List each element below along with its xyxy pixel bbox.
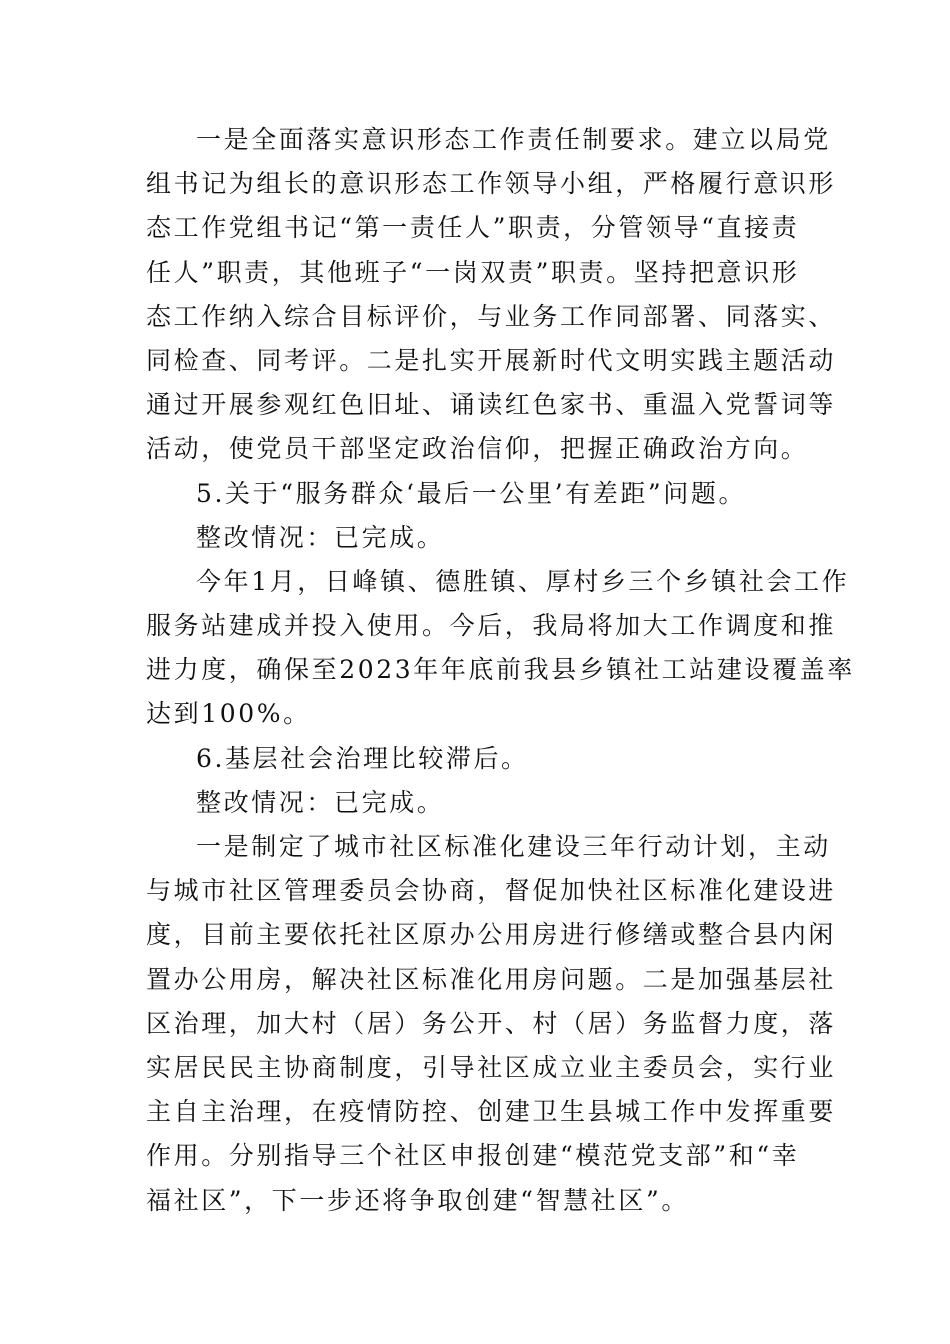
text-line: 与城市社区管理委员会协商，督促加快社区标准化建设进 [146,876,837,906]
rectification-status: 整改情况：已完成。 [196,787,445,817]
text-line: 区治理，加大村（居）务公开、村（居）务监督力度，落 [146,1008,837,1038]
text-line: 一是制定了城市社区标准化建设三年行动计划，主动 [196,832,831,861]
text-line: 福社区”，下一步还将争取创建“智慧社区”。 [146,1185,689,1215]
text-line: 进力度，确保至2023年年底前我县乡镇社工站建设覆盖率 [146,655,855,685]
text-line: 组书记为组长的意识形态工作领导小组，严格履行意识形 [146,169,837,199]
text-line: 度，目前主要依托社区原办公用房进行修缮或整合县内闲 [146,920,837,950]
text-line: 同检查、同考评。二是扎实开展新时代文明实践主题活动 [146,345,837,375]
text-line: 服务站建成并投入使用。今后，我局将加大工作调度和推 [146,611,837,641]
text-line: 达到100%。 [146,699,311,729]
text-line: 活动，使党员干部坚定政治信仰，把握正确政治方向。 [146,434,809,464]
text-line: 主自主治理，在疫情防控、创建卫生县城工作中发挥重要 [146,1097,837,1127]
text-line: 任人”职责，其他班子“一岗双责”职责。坚持把意识形 [146,257,800,287]
text-line: 通过开展参观红色旧址、诵读红色家书、重温入党誓词等 [146,390,837,420]
text-line: 态工作纳入综合目标评价，与业务工作同部署、同落实、 [146,301,837,331]
document-body [146,118,855,1223]
section-heading-5: 5.关于“服务群众‘最后一公里’有差距”问题。 [196,478,747,508]
section-heading-6: 6.基层社会治理比较滞后。 [196,743,529,773]
text-line: 置办公用房，解决社区标准化用房问题。二是加强基层社 [146,964,837,994]
text-line: 态工作党组书记“第一责任人”职责，分管领导“直接责 [146,213,800,243]
rectification-status: 整改情况：已完成。 [196,522,445,552]
text-line: 今年1月，日峰镇、德胜镇、厚村乡三个乡镇社会工作 [196,566,850,596]
text-line: 实居民民主协商制度，引导社区成立业主委员会，实行业 [146,1052,837,1082]
text-line: 一是全面落实意识形态工作责任制要求。建立以局党 [196,125,831,154]
text-line: 作用。分别指导三个社区申报创建“模范党支部”和“幸 [146,1141,800,1171]
